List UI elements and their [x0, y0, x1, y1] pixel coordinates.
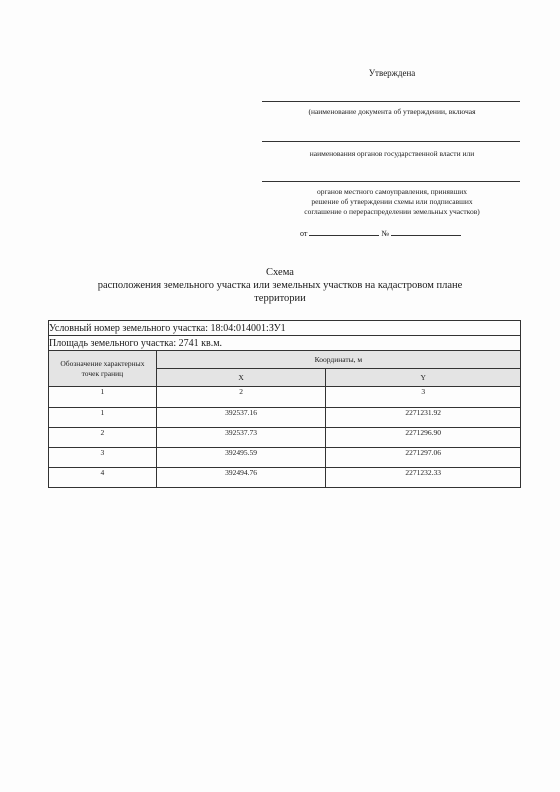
approval-line-1: [262, 101, 520, 102]
coord-y: 2271297.06: [326, 448, 521, 468]
point-id: 4: [49, 468, 157, 488]
header-x: X: [156, 369, 326, 387]
approval-note-2: наименования органов государственной власти или: [309, 149, 475, 158]
coordinates-table: [48, 320, 521, 488]
date-blank: [309, 235, 379, 236]
approval-line-2: [262, 141, 520, 142]
number-label: №: [381, 229, 390, 238]
parcel-number: Условный номер земельного участка: 18:04:014001:ЗУ1: [49, 321, 521, 336]
table-row: [49, 428, 521, 448]
table-row: [49, 408, 521, 428]
header-coordinates: Координаты, м: [156, 351, 520, 369]
point-id: 1: [49, 408, 157, 428]
coord-x: 392537.73: [156, 428, 326, 448]
approval-note-1: (наименование документа об утверждении, включая: [308, 107, 476, 116]
approval-note-3-line: соглашение о перераспределении земельных участков): [304, 207, 480, 216]
approval-note-3-line: органов местного самоуправления, принявших: [316, 187, 468, 196]
heading-line-1: Схема: [266, 267, 294, 278]
approval-note-3-line: решение об утверждении схемы или подписавших: [311, 197, 473, 206]
date-label: от: [300, 229, 308, 238]
coord-x: 392537.16: [156, 408, 326, 428]
date-number-line: [300, 229, 500, 238]
approval-line-3: [262, 181, 520, 182]
coord-y: 2271231.92: [326, 408, 521, 428]
approval-title: Утверждена: [368, 68, 416, 78]
column-numbers-row: [49, 387, 521, 408]
column-number: 1: [49, 387, 157, 408]
coord-x: 392494.76: [156, 468, 326, 488]
coord-y: 2271296.90: [326, 428, 521, 448]
column-number: 2: [156, 387, 326, 408]
parcel-number-row: [49, 321, 521, 336]
point-id: 3: [49, 448, 157, 468]
column-number: 3: [326, 387, 521, 408]
table-row: [49, 468, 521, 488]
point-id: 2: [49, 428, 157, 448]
approval-note-3: [262, 187, 522, 217]
parcel-area: Площадь земельного участка: 2741 кв.м.: [49, 336, 521, 351]
header-row: [49, 351, 521, 369]
coord-x: 392495.59: [156, 448, 326, 468]
heading-line-3: территории: [254, 293, 306, 304]
header-points: Обозначение характерных точек границ: [49, 351, 157, 387]
coord-y: 2271232.33: [326, 468, 521, 488]
number-blank: [391, 235, 461, 236]
document-heading: [60, 266, 500, 305]
area-row: [49, 336, 521, 351]
header-y: Y: [326, 369, 521, 387]
heading-line-2: расположения земельного участка или земельных участков на кадастровом плане: [97, 280, 463, 291]
table-row: [49, 448, 521, 468]
